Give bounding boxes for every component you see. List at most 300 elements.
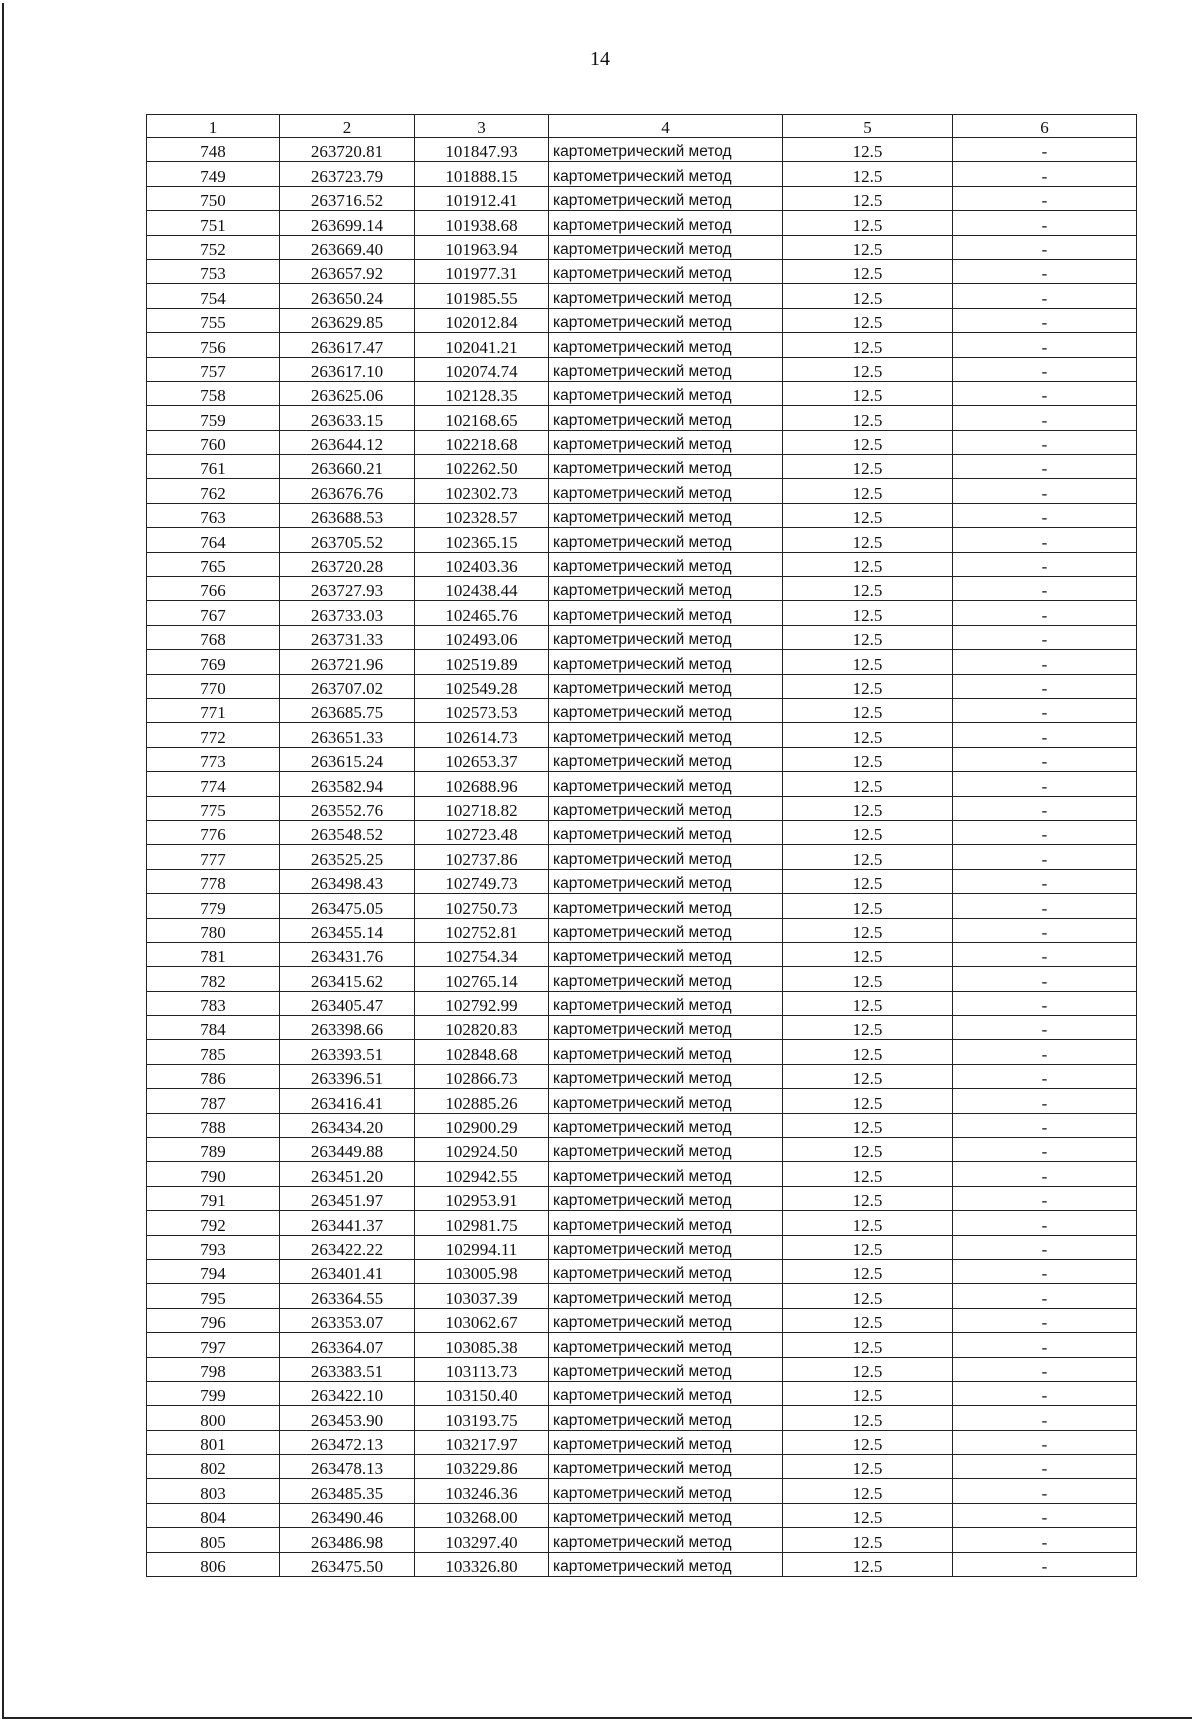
- coordinate-y-cell: 102885.26: [415, 1089, 549, 1113]
- method-cell: картометрический метод: [549, 1528, 783, 1552]
- method-cell: картометрический метод: [549, 1138, 783, 1162]
- table-row: [147, 1235, 1137, 1259]
- table-row: [147, 1040, 1137, 1064]
- method-cell: картометрический метод: [549, 357, 783, 381]
- accuracy-cell: 12.5: [783, 259, 953, 283]
- accuracy-cell: 12.5: [783, 455, 953, 479]
- point-number-cell: 757: [147, 357, 280, 381]
- table-row: [147, 308, 1137, 332]
- accuracy-cell: 12.5: [783, 991, 953, 1015]
- note-cell: -: [953, 1186, 1137, 1210]
- table-row: [147, 211, 1137, 235]
- note-cell: -: [953, 845, 1137, 869]
- coordinate-y-cell: 103150.40: [415, 1381, 549, 1405]
- coordinate-y-cell: 102820.83: [415, 1016, 549, 1040]
- coordinate-y-cell: 102723.48: [415, 820, 549, 844]
- accuracy-cell: 12.5: [783, 1113, 953, 1137]
- coordinate-y-cell: 102942.55: [415, 1162, 549, 1186]
- accuracy-cell: 12.5: [783, 1138, 953, 1162]
- coordinate-x-cell: 263455.14: [280, 918, 415, 942]
- note-cell: -: [953, 796, 1137, 820]
- note-cell: -: [953, 552, 1137, 576]
- method-cell: картометрический метод: [549, 1479, 783, 1503]
- coordinate-x-cell: 263415.62: [280, 967, 415, 991]
- method-cell: картометрический метод: [549, 625, 783, 649]
- table-row: [147, 357, 1137, 381]
- note-cell: -: [953, 1357, 1137, 1381]
- coordinate-x-cell: 263498.43: [280, 869, 415, 893]
- point-number-cell: 776: [147, 820, 280, 844]
- coordinate-y-cell: 102688.96: [415, 772, 549, 796]
- method-cell: картометрический метод: [549, 284, 783, 308]
- coordinate-y-cell: 102900.29: [415, 1113, 549, 1137]
- coordinate-x-cell: 263548.52: [280, 820, 415, 844]
- coordinate-y-cell: 103229.86: [415, 1455, 549, 1479]
- method-cell: картометрический метод: [549, 674, 783, 698]
- note-cell: -: [953, 381, 1137, 405]
- accuracy-cell: 12.5: [783, 552, 953, 576]
- table-row: [147, 967, 1137, 991]
- coordinate-x-cell: 263364.55: [280, 1284, 415, 1308]
- accuracy-cell: 12.5: [783, 796, 953, 820]
- point-number-cell: 780: [147, 918, 280, 942]
- table-row: [147, 1211, 1137, 1235]
- coordinate-x-cell: 263525.25: [280, 845, 415, 869]
- method-cell: картометрический метод: [549, 503, 783, 527]
- accuracy-cell: 12.5: [783, 381, 953, 405]
- point-number-cell: 762: [147, 479, 280, 503]
- accuracy-cell: 12.5: [783, 967, 953, 991]
- point-number-cell: 797: [147, 1333, 280, 1357]
- method-cell: картометрический метод: [549, 1186, 783, 1210]
- table-row: [147, 503, 1137, 527]
- note-cell: -: [953, 1455, 1137, 1479]
- note-cell: -: [953, 333, 1137, 357]
- coordinate-y-cell: 103113.73: [415, 1357, 549, 1381]
- coordinate-y-cell: 102994.11: [415, 1235, 549, 1259]
- accuracy-cell: 12.5: [783, 869, 953, 893]
- method-cell: картометрический метод: [549, 772, 783, 796]
- accuracy-cell: 12.5: [783, 1186, 953, 1210]
- method-cell: картометрический метод: [549, 186, 783, 210]
- table-row: [147, 991, 1137, 1015]
- table-row: [147, 723, 1137, 747]
- table-row: [147, 1016, 1137, 1040]
- method-cell: картометрический метод: [549, 1333, 783, 1357]
- coordinate-y-cell: 102792.99: [415, 991, 549, 1015]
- coordinate-y-cell: 102041.21: [415, 333, 549, 357]
- accuracy-cell: 12.5: [783, 1016, 953, 1040]
- coordinate-y-cell: 103085.38: [415, 1333, 549, 1357]
- accuracy-cell: 12.5: [783, 479, 953, 503]
- page-number: 14: [590, 48, 610, 70]
- note-cell: -: [953, 601, 1137, 625]
- method-cell: картометрический метод: [549, 1113, 783, 1137]
- coordinate-x-cell: 263434.20: [280, 1113, 415, 1137]
- coordinate-y-cell: 102074.74: [415, 357, 549, 381]
- point-number-cell: 772: [147, 723, 280, 747]
- table-row: [147, 674, 1137, 698]
- coordinate-y-cell: 102465.76: [415, 601, 549, 625]
- column-header: 5: [783, 115, 953, 138]
- table-row: [147, 1113, 1137, 1137]
- coordinate-x-cell: 263721.96: [280, 650, 415, 674]
- method-cell: картометрический метод: [549, 259, 783, 283]
- method-cell: картометрический метод: [549, 1503, 783, 1527]
- table-row: [147, 1138, 1137, 1162]
- note-cell: -: [953, 1308, 1137, 1332]
- method-cell: картометрический метод: [549, 308, 783, 332]
- point-number-cell: 789: [147, 1138, 280, 1162]
- coordinate-x-cell: 263453.90: [280, 1406, 415, 1430]
- table-row: [147, 430, 1137, 454]
- coordinate-y-cell: 102549.28: [415, 674, 549, 698]
- accuracy-cell: 12.5: [783, 1089, 953, 1113]
- point-number-cell: 771: [147, 698, 280, 722]
- note-cell: -: [953, 1064, 1137, 1088]
- table-row: [147, 625, 1137, 649]
- table-row: [147, 1357, 1137, 1381]
- coordinate-y-cell: 102866.73: [415, 1064, 549, 1088]
- table-row: [147, 1064, 1137, 1088]
- accuracy-cell: 12.5: [783, 1455, 953, 1479]
- method-cell: картометрический метод: [549, 1211, 783, 1235]
- coordinate-y-cell: 102365.15: [415, 528, 549, 552]
- coordinate-y-cell: 102924.50: [415, 1138, 549, 1162]
- coordinate-y-cell: 102750.73: [415, 894, 549, 918]
- method-cell: картометрический метод: [549, 1064, 783, 1088]
- point-number-cell: 800: [147, 1406, 280, 1430]
- coordinate-x-cell: 263485.35: [280, 1479, 415, 1503]
- method-cell: картометрический метод: [549, 894, 783, 918]
- accuracy-cell: 12.5: [783, 1430, 953, 1454]
- point-number-cell: 806: [147, 1552, 280, 1576]
- point-number-cell: 805: [147, 1528, 280, 1552]
- table-header-row: [147, 115, 1137, 138]
- note-cell: -: [953, 894, 1137, 918]
- note-cell: -: [953, 235, 1137, 259]
- point-number-cell: 798: [147, 1357, 280, 1381]
- table-row: [147, 1406, 1137, 1430]
- note-cell: -: [953, 1284, 1137, 1308]
- point-number-cell: 755: [147, 308, 280, 332]
- note-cell: -: [953, 1211, 1137, 1235]
- note-cell: -: [953, 430, 1137, 454]
- note-cell: -: [953, 1528, 1137, 1552]
- method-cell: картометрический метод: [549, 1455, 783, 1479]
- point-number-cell: 788: [147, 1113, 280, 1137]
- point-number-cell: 765: [147, 552, 280, 576]
- accuracy-cell: 12.5: [783, 1235, 953, 1259]
- coordinate-x-cell: 263650.24: [280, 284, 415, 308]
- coordinate-x-cell: 263451.20: [280, 1162, 415, 1186]
- method-cell: картометрический метод: [549, 1308, 783, 1332]
- coordinate-x-cell: 263685.75: [280, 698, 415, 722]
- coordinate-x-cell: 263472.13: [280, 1430, 415, 1454]
- table-row: [147, 942, 1137, 966]
- point-number-cell: 796: [147, 1308, 280, 1332]
- coordinate-y-cell: 102262.50: [415, 455, 549, 479]
- coordinate-y-cell: 102573.53: [415, 698, 549, 722]
- point-number-cell: 754: [147, 284, 280, 308]
- coordinate-x-cell: 263451.97: [280, 1186, 415, 1210]
- accuracy-cell: 12.5: [783, 528, 953, 552]
- note-cell: -: [953, 918, 1137, 942]
- point-number-cell: 777: [147, 845, 280, 869]
- coordinate-x-cell: 263660.21: [280, 455, 415, 479]
- table-row: [147, 845, 1137, 869]
- accuracy-cell: 12.5: [783, 650, 953, 674]
- point-number-cell: 787: [147, 1089, 280, 1113]
- note-cell: -: [953, 528, 1137, 552]
- method-cell: картометрический метод: [549, 1235, 783, 1259]
- note-cell: -: [953, 455, 1137, 479]
- coordinate-y-cell: 102981.75: [415, 1211, 549, 1235]
- accuracy-cell: 12.5: [783, 1503, 953, 1527]
- accuracy-cell: 12.5: [783, 503, 953, 527]
- coordinate-x-cell: 263486.98: [280, 1528, 415, 1552]
- table-row: [147, 406, 1137, 430]
- coordinate-y-cell: 101985.55: [415, 284, 549, 308]
- note-cell: -: [953, 1138, 1137, 1162]
- coordinate-x-cell: 263657.92: [280, 259, 415, 283]
- table-row: [147, 747, 1137, 771]
- accuracy-cell: 12.5: [783, 625, 953, 649]
- coordinate-y-cell: 103193.75: [415, 1406, 549, 1430]
- coordinate-x-cell: 263720.28: [280, 552, 415, 576]
- accuracy-cell: 12.5: [783, 772, 953, 796]
- coordinate-y-cell: 102012.84: [415, 308, 549, 332]
- note-cell: -: [953, 1040, 1137, 1064]
- table-row: [147, 1503, 1137, 1527]
- coordinate-y-cell: 101938.68: [415, 211, 549, 235]
- method-cell: картометрический метод: [549, 1406, 783, 1430]
- point-number-cell: 748: [147, 138, 280, 162]
- coordinate-y-cell: 102754.34: [415, 942, 549, 966]
- note-cell: -: [953, 1333, 1137, 1357]
- table-row: [147, 552, 1137, 576]
- note-cell: -: [953, 357, 1137, 381]
- method-cell: картометрический метод: [549, 1430, 783, 1454]
- method-cell: картометрический метод: [549, 528, 783, 552]
- method-cell: картометрический метод: [549, 820, 783, 844]
- accuracy-cell: 12.5: [783, 186, 953, 210]
- accuracy-cell: 12.5: [783, 1381, 953, 1405]
- note-cell: -: [953, 259, 1137, 283]
- coordinate-x-cell: 263582.94: [280, 772, 415, 796]
- coordinate-x-cell: 263625.06: [280, 381, 415, 405]
- coordinate-x-cell: 263353.07: [280, 1308, 415, 1332]
- coordinate-y-cell: 101977.31: [415, 259, 549, 283]
- coordinate-x-cell: 263441.37: [280, 1211, 415, 1235]
- table-row: [147, 1333, 1137, 1357]
- coordinate-y-cell: 103037.39: [415, 1284, 549, 1308]
- accuracy-cell: 12.5: [783, 1479, 953, 1503]
- coordinate-x-cell: 263727.93: [280, 577, 415, 601]
- accuracy-cell: 12.5: [783, 211, 953, 235]
- method-cell: картометрический метод: [549, 381, 783, 405]
- note-cell: -: [953, 1381, 1137, 1405]
- method-cell: картометрический метод: [549, 430, 783, 454]
- coordinate-y-cell: 102848.68: [415, 1040, 549, 1064]
- coordinate-y-cell: 102653.37: [415, 747, 549, 771]
- coordinate-x-cell: 263478.13: [280, 1455, 415, 1479]
- accuracy-cell: 12.5: [783, 1308, 953, 1332]
- accuracy-cell: 12.5: [783, 747, 953, 771]
- accuracy-cell: 12.5: [783, 357, 953, 381]
- accuracy-cell: 12.5: [783, 1162, 953, 1186]
- coordinate-x-cell: 263651.33: [280, 723, 415, 747]
- point-number-cell: 790: [147, 1162, 280, 1186]
- method-cell: картометрический метод: [549, 1089, 783, 1113]
- method-cell: картометрический метод: [549, 1381, 783, 1405]
- accuracy-cell: 12.5: [783, 577, 953, 601]
- note-cell: -: [953, 723, 1137, 747]
- point-number-cell: 753: [147, 259, 280, 283]
- method-cell: картометрический метод: [549, 1162, 783, 1186]
- coordinate-y-cell: 102519.89: [415, 650, 549, 674]
- point-number-cell: 785: [147, 1040, 280, 1064]
- coordinate-y-cell: 102752.81: [415, 918, 549, 942]
- coordinate-x-cell: 263699.14: [280, 211, 415, 235]
- coordinate-x-cell: 263720.81: [280, 138, 415, 162]
- note-cell: -: [953, 1162, 1137, 1186]
- table-row: [147, 138, 1137, 162]
- accuracy-cell: 12.5: [783, 1259, 953, 1283]
- coordinate-x-cell: 263422.22: [280, 1235, 415, 1259]
- note-cell: -: [953, 1113, 1137, 1137]
- method-cell: картометрический метод: [549, 967, 783, 991]
- coordinate-y-cell: 101912.41: [415, 186, 549, 210]
- table-row: [147, 1430, 1137, 1454]
- table-row: [147, 235, 1137, 259]
- note-cell: -: [953, 503, 1137, 527]
- note-cell: -: [953, 869, 1137, 893]
- coordinate-y-cell: 101888.15: [415, 162, 549, 186]
- accuracy-cell: 12.5: [783, 918, 953, 942]
- coordinate-y-cell: 103217.97: [415, 1430, 549, 1454]
- point-number-cell: 775: [147, 796, 280, 820]
- coordinate-y-cell: 103268.00: [415, 1503, 549, 1527]
- method-cell: картометрический метод: [549, 455, 783, 479]
- point-number-cell: 793: [147, 1235, 280, 1259]
- point-number-cell: 761: [147, 455, 280, 479]
- coordinate-x-cell: 263617.47: [280, 333, 415, 357]
- table-row: [147, 650, 1137, 674]
- note-cell: -: [953, 162, 1137, 186]
- point-number-cell: 781: [147, 942, 280, 966]
- coordinate-y-cell: 102749.73: [415, 869, 549, 893]
- method-cell: картометрический метод: [549, 1284, 783, 1308]
- coordinate-x-cell: 263644.12: [280, 430, 415, 454]
- coordinate-x-cell: 263405.47: [280, 991, 415, 1015]
- accuracy-cell: 12.5: [783, 1284, 953, 1308]
- point-number-cell: 767: [147, 601, 280, 625]
- table-row: [147, 479, 1137, 503]
- table-row: [147, 601, 1137, 625]
- method-cell: картометрический метод: [549, 601, 783, 625]
- point-number-cell: 795: [147, 1284, 280, 1308]
- table-row: [147, 894, 1137, 918]
- table-row: [147, 186, 1137, 210]
- accuracy-cell: 12.5: [783, 894, 953, 918]
- point-number-cell: 799: [147, 1381, 280, 1405]
- accuracy-cell: 12.5: [783, 1064, 953, 1088]
- point-number-cell: 766: [147, 577, 280, 601]
- point-number-cell: 794: [147, 1259, 280, 1283]
- coordinate-x-cell: 263393.51: [280, 1040, 415, 1064]
- point-number-cell: 770: [147, 674, 280, 698]
- coordinate-x-cell: 263401.41: [280, 1259, 415, 1283]
- point-number-cell: 760: [147, 430, 280, 454]
- method-cell: картометрический метод: [549, 406, 783, 430]
- note-cell: -: [953, 650, 1137, 674]
- coordinate-x-cell: 263552.76: [280, 796, 415, 820]
- table-row: [147, 1381, 1137, 1405]
- note-cell: -: [953, 1259, 1137, 1283]
- table-row: [147, 528, 1137, 552]
- table-row: [147, 1162, 1137, 1186]
- point-number-cell: 792: [147, 1211, 280, 1235]
- note-cell: -: [953, 186, 1137, 210]
- table-row: [147, 796, 1137, 820]
- method-cell: картометрический метод: [549, 1040, 783, 1064]
- point-number-cell: 751: [147, 211, 280, 235]
- note-cell: -: [953, 1479, 1137, 1503]
- point-number-cell: 752: [147, 235, 280, 259]
- accuracy-cell: 12.5: [783, 430, 953, 454]
- method-cell: картометрический метод: [549, 1259, 783, 1283]
- column-header: 6: [953, 115, 1137, 138]
- table-row: [147, 869, 1137, 893]
- point-number-cell: 769: [147, 650, 280, 674]
- coordinate-x-cell: 263705.52: [280, 528, 415, 552]
- coordinate-x-cell: 263676.76: [280, 479, 415, 503]
- coordinate-x-cell: 263475.05: [280, 894, 415, 918]
- table-row: [147, 1089, 1137, 1113]
- coordinate-y-cell: 101963.94: [415, 235, 549, 259]
- accuracy-cell: 12.5: [783, 942, 953, 966]
- coordinate-y-cell: 102493.06: [415, 625, 549, 649]
- note-cell: -: [953, 747, 1137, 771]
- method-cell: картометрический метод: [549, 138, 783, 162]
- note-cell: -: [953, 1430, 1137, 1454]
- table-row: [147, 820, 1137, 844]
- coordinate-x-cell: 263716.52: [280, 186, 415, 210]
- table-row: [147, 162, 1137, 186]
- point-number-cell: 779: [147, 894, 280, 918]
- table-row: [147, 1186, 1137, 1210]
- point-number-cell: 786: [147, 1064, 280, 1088]
- point-number-cell: 749: [147, 162, 280, 186]
- note-cell: -: [953, 479, 1137, 503]
- coordinate-x-cell: 263364.07: [280, 1333, 415, 1357]
- table-row: [147, 918, 1137, 942]
- note-cell: -: [953, 577, 1137, 601]
- coordinate-x-cell: 263422.10: [280, 1381, 415, 1405]
- note-cell: -: [953, 138, 1137, 162]
- point-number-cell: 750: [147, 186, 280, 210]
- point-number-cell: 768: [147, 625, 280, 649]
- coordinate-x-cell: 263490.46: [280, 1503, 415, 1527]
- accuracy-cell: 12.5: [783, 1552, 953, 1576]
- note-cell: -: [953, 211, 1137, 235]
- coordinate-y-cell: 102718.82: [415, 796, 549, 820]
- point-number-cell: 763: [147, 503, 280, 527]
- point-number-cell: 783: [147, 991, 280, 1015]
- coordinate-y-cell: 102403.36: [415, 552, 549, 576]
- coordinate-x-cell: 263669.40: [280, 235, 415, 259]
